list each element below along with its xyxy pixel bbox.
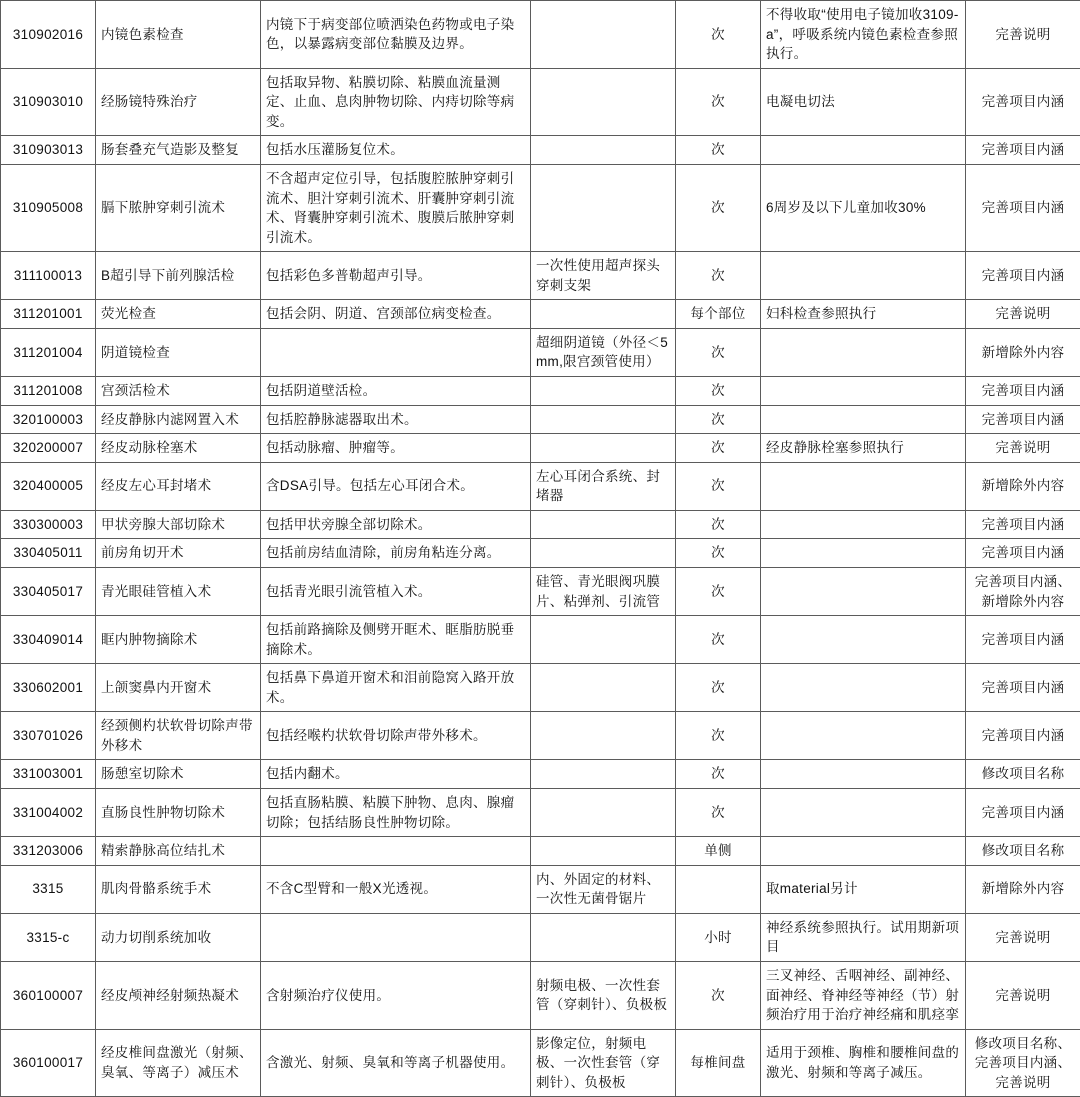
table-row	[1, 865, 1080, 913]
cell-name: 眶内肿物摘除术	[96, 616, 261, 664]
cell-description: 不含C型臂和一般X光透视。	[261, 865, 531, 913]
cell-note	[761, 712, 966, 760]
cell-exclusions: 左心耳闭合系统、封堵器	[531, 462, 676, 510]
cell-name: B超引导下前列腺活检	[96, 252, 261, 300]
cell-description: 含DSA引导。包括左心耳闭合术。	[261, 462, 531, 510]
cell-change: 修改项目名称、完善项目内涵、完善说明	[966, 1029, 1080, 1097]
cell-change: 完善说明	[966, 961, 1080, 1029]
cell-change: 完善项目内涵	[966, 789, 1080, 837]
cell-note: 电凝电切法	[761, 68, 966, 136]
table-row	[1, 712, 1080, 760]
table-row	[1, 567, 1080, 615]
cell-description: 包括取异物、粘膜切除、粘膜血流量测定、止血、息肉肿物切除、内痔切除等病变。	[261, 68, 531, 136]
table-row	[1, 539, 1080, 568]
cell-exclusions	[531, 377, 676, 406]
cell-exclusions	[531, 1, 676, 69]
cell-note: 取material另计	[761, 865, 966, 913]
cell-note: 经皮静脉栓塞参照执行	[761, 434, 966, 463]
cell-code: 320400005	[1, 462, 96, 510]
cell-code: 360100017	[1, 1029, 96, 1097]
cell-name: 上颌窦鼻内开窗术	[96, 664, 261, 712]
table-row	[1, 252, 1080, 300]
cell-exclusions	[531, 136, 676, 165]
cell-unit: 次	[676, 405, 761, 434]
table-row	[1, 616, 1080, 664]
cell-code: 310905008	[1, 164, 96, 251]
cell-unit: 次	[676, 377, 761, 406]
cell-exclusions	[531, 837, 676, 866]
cell-description: 包括阴道壁活检。	[261, 377, 531, 406]
cell-description	[261, 328, 531, 376]
cell-change: 新增除外内容	[966, 328, 1080, 376]
cell-change: 完善说明	[966, 434, 1080, 463]
cell-change: 完善项目内涵	[966, 616, 1080, 664]
cell-code: 331004002	[1, 789, 96, 837]
cell-name: 经皮左心耳封堵术	[96, 462, 261, 510]
cell-change: 完善项目内涵	[966, 252, 1080, 300]
cell-description	[261, 913, 531, 961]
cell-note	[761, 252, 966, 300]
table-row	[1, 837, 1080, 866]
cell-exclusions	[531, 760, 676, 789]
cell-unit: 单侧	[676, 837, 761, 866]
table-row	[1, 760, 1080, 789]
cell-exclusions	[531, 664, 676, 712]
cell-note: 妇科检查参照执行	[761, 300, 966, 329]
cell-note	[761, 539, 966, 568]
cell-unit: 次	[676, 760, 761, 789]
cell-unit: 次	[676, 136, 761, 165]
table-row	[1, 68, 1080, 136]
cell-description: 包括直肠粘膜、粘膜下肿物、息肉、腺瘤切除；包括结肠良性肿物切除。	[261, 789, 531, 837]
cell-description: 包括甲状旁腺全部切除术。	[261, 510, 531, 539]
table-row	[1, 136, 1080, 165]
cell-change: 新增除外内容	[966, 865, 1080, 913]
cell-name: 肠憩室切除术	[96, 760, 261, 789]
table-row	[1, 164, 1080, 251]
cell-code: 330300003	[1, 510, 96, 539]
cell-unit: 次	[676, 164, 761, 251]
cell-change: 完善项目内涵	[966, 136, 1080, 165]
cell-description: 含激光、射频、臭氧和等离子机器使用。	[261, 1029, 531, 1097]
cell-name: 宫颈活检术	[96, 377, 261, 406]
table-row	[1, 328, 1080, 376]
cell-change: 完善项目内涵	[966, 539, 1080, 568]
cell-note: 适用于颈椎、胸椎和腰椎间盘的激光、射频和等离子减压。	[761, 1029, 966, 1097]
table-row	[1, 664, 1080, 712]
cell-name: 膈下脓肿穿刺引流术	[96, 164, 261, 251]
cell-unit: 次	[676, 434, 761, 463]
cell-unit: 次	[676, 539, 761, 568]
cell-description: 包括会阴、阴道、宫颈部位病变检查。	[261, 300, 531, 329]
cell-note: 三叉神经、舌咽神经、副神经、面神经、脊神经等神经（节）射频治疗用于治疗神经痛和肌痉挛	[761, 961, 966, 1029]
table-row	[1, 462, 1080, 510]
cell-change: 完善项目内涵	[966, 405, 1080, 434]
cell-name: 肌肉骨骼系统手术	[96, 865, 261, 913]
cell-note	[761, 136, 966, 165]
cell-name: 荧光检查	[96, 300, 261, 329]
cell-description: 包括腔静脉滤器取出术。	[261, 405, 531, 434]
cell-exclusions	[531, 510, 676, 539]
cell-note: 6周岁及以下儿童加收30%	[761, 164, 966, 251]
cell-exclusions	[531, 164, 676, 251]
cell-exclusions: 射频电极、一次性套管（穿刺针）、负极板	[531, 961, 676, 1029]
table-row	[1, 1, 1080, 69]
cell-unit: 次	[676, 616, 761, 664]
cell-note	[761, 510, 966, 539]
cell-description	[261, 837, 531, 866]
cell-description: 包括鼻下鼻道开窗术和泪前隐窝入路开放术。	[261, 664, 531, 712]
cell-unit: 次	[676, 567, 761, 615]
cell-note	[761, 567, 966, 615]
cell-note	[761, 377, 966, 406]
table-row	[1, 789, 1080, 837]
cell-exclusions	[531, 616, 676, 664]
cell-name: 经肠镜特殊治疗	[96, 68, 261, 136]
cell-change: 修改项目名称	[966, 760, 1080, 789]
cell-code: 330701026	[1, 712, 96, 760]
cell-name: 阴道镜检查	[96, 328, 261, 376]
cell-description: 含射频治疗仪使用。	[261, 961, 531, 1029]
cell-name: 肠套叠充气造影及整复	[96, 136, 261, 165]
cell-change: 完善项目内涵	[966, 164, 1080, 251]
cell-unit: 次	[676, 789, 761, 837]
table-body	[1, 1, 1080, 1097]
cell-name: 直肠良性肿物切除术	[96, 789, 261, 837]
cell-change: 完善说明	[966, 1, 1080, 69]
cell-code: 311201008	[1, 377, 96, 406]
cell-name: 内镜色素检查	[96, 1, 261, 69]
cell-unit: 次	[676, 961, 761, 1029]
cell-description: 包括前房结血清除，前房角粘连分离。	[261, 539, 531, 568]
cell-exclusions: 影像定位，射频电极、一次性套管（穿刺针）、负极板	[531, 1029, 676, 1097]
cell-name: 青光眼硅管植入术	[96, 567, 261, 615]
table-row	[1, 961, 1080, 1029]
cell-note	[761, 760, 966, 789]
cell-exclusions	[531, 712, 676, 760]
cell-code: 310902016	[1, 1, 96, 69]
cell-name: 甲状旁腺大部切除术	[96, 510, 261, 539]
cell-note	[761, 664, 966, 712]
cell-note	[761, 405, 966, 434]
cell-description: 包括动脉瘤、肿瘤等。	[261, 434, 531, 463]
cell-unit: 小时	[676, 913, 761, 961]
cell-code: 331003001	[1, 760, 96, 789]
cell-description: 包括经喉杓状软骨切除声带外移术。	[261, 712, 531, 760]
cell-name: 经皮静脉内滤网置入术	[96, 405, 261, 434]
cell-unit: 次	[676, 252, 761, 300]
cell-unit: 次	[676, 510, 761, 539]
cell-exclusions: 内、外固定的材料、一次性无菌骨锯片	[531, 865, 676, 913]
cell-description: 内镜下于病变部位喷洒染色药物或电子染色，以暴露病变部位黏膜及边界。	[261, 1, 531, 69]
cell-code: 311201004	[1, 328, 96, 376]
cell-unit: 次	[676, 664, 761, 712]
cell-exclusions	[531, 789, 676, 837]
cell-name: 经皮椎间盘激光（射频、臭氧、等离子）减压术	[96, 1029, 261, 1097]
cell-unit	[676, 865, 761, 913]
table-row	[1, 510, 1080, 539]
cell-note	[761, 616, 966, 664]
cell-note: 神经系统参照执行。试用期新项目	[761, 913, 966, 961]
cell-change: 完善项目内涵	[966, 510, 1080, 539]
table-row	[1, 405, 1080, 434]
cell-exclusions: 硅管、青光眼阀巩膜片、粘弹剂、引流管	[531, 567, 676, 615]
cell-code: 310903010	[1, 68, 96, 136]
cell-change: 完善项目内涵	[966, 377, 1080, 406]
cell-change: 完善项目内涵	[966, 664, 1080, 712]
cell-code: 311100013	[1, 252, 96, 300]
cell-code: 360100007	[1, 961, 96, 1029]
cell-change: 完善项目内涵、新增除外内容	[966, 567, 1080, 615]
cell-unit: 次	[676, 328, 761, 376]
cell-name: 经颈侧杓状软骨切除声带外移术	[96, 712, 261, 760]
cell-exclusions	[531, 68, 676, 136]
cell-name: 动力切削系统加收	[96, 913, 261, 961]
cell-change: 完善说明	[966, 913, 1080, 961]
cell-code: 330602001	[1, 664, 96, 712]
cell-exclusions: 一次性使用超声探头穿刺支架	[531, 252, 676, 300]
table-row	[1, 300, 1080, 329]
cell-change: 完善项目内涵	[966, 712, 1080, 760]
cell-name: 前房角切开术	[96, 539, 261, 568]
cell-unit: 每个部位	[676, 300, 761, 329]
cell-code: 3315	[1, 865, 96, 913]
cell-unit: 每椎间盘	[676, 1029, 761, 1097]
cell-change: 修改项目名称	[966, 837, 1080, 866]
cell-description: 包括青光眼引流管植入术。	[261, 567, 531, 615]
cell-unit: 次	[676, 68, 761, 136]
cell-note	[761, 328, 966, 376]
cell-change: 新增除外内容	[966, 462, 1080, 510]
cell-description: 不含超声定位引导，包括腹腔脓肿穿刺引流术、胆汁穿刺引流术、肝囊肿穿刺引流术、肾囊肿穿刺引流术、腹膜后脓肿穿刺引流术。	[261, 164, 531, 251]
cell-change: 完善说明	[966, 300, 1080, 329]
cell-note: 不得收取“使用电子镜加收3109-a”，呼吸系统内镜色素检查参照执行。	[761, 1, 966, 69]
cell-name: 经皮动脉栓塞术	[96, 434, 261, 463]
cell-unit: 次	[676, 1, 761, 69]
cell-code: 320200007	[1, 434, 96, 463]
cell-code: 311201001	[1, 300, 96, 329]
cell-code: 331203006	[1, 837, 96, 866]
cell-code: 330405011	[1, 539, 96, 568]
cell-exclusions	[531, 405, 676, 434]
cell-code: 310903013	[1, 136, 96, 165]
cell-name: 经皮颅神经射频热凝术	[96, 961, 261, 1029]
cell-code: 3315-c	[1, 913, 96, 961]
table-row	[1, 377, 1080, 406]
cell-note	[761, 837, 966, 866]
cell-unit: 次	[676, 712, 761, 760]
cell-description: 包括前路摘除及侧劈开眶术、眶脂肪脱垂摘除术。	[261, 616, 531, 664]
cell-exclusions	[531, 539, 676, 568]
cell-name: 精索静脉高位结扎术	[96, 837, 261, 866]
cell-description: 包括内翻术。	[261, 760, 531, 789]
table-row	[1, 434, 1080, 463]
cell-exclusions	[531, 300, 676, 329]
cell-note	[761, 462, 966, 510]
cell-description: 包括水压灌肠复位术。	[261, 136, 531, 165]
cell-code: 330409014	[1, 616, 96, 664]
cell-change: 完善项目内涵	[966, 68, 1080, 136]
cell-unit: 次	[676, 462, 761, 510]
cell-description: 包括彩色多普勒超声引导。	[261, 252, 531, 300]
table-row	[1, 913, 1080, 961]
cell-note	[761, 789, 966, 837]
cell-code: 330405017	[1, 567, 96, 615]
cell-exclusions: 超细阴道镜（外径＜5mm,限宫颈管使用）	[531, 328, 676, 376]
table-row	[1, 1029, 1080, 1097]
cell-exclusions	[531, 434, 676, 463]
cell-exclusions	[531, 913, 676, 961]
cell-code: 320100003	[1, 405, 96, 434]
